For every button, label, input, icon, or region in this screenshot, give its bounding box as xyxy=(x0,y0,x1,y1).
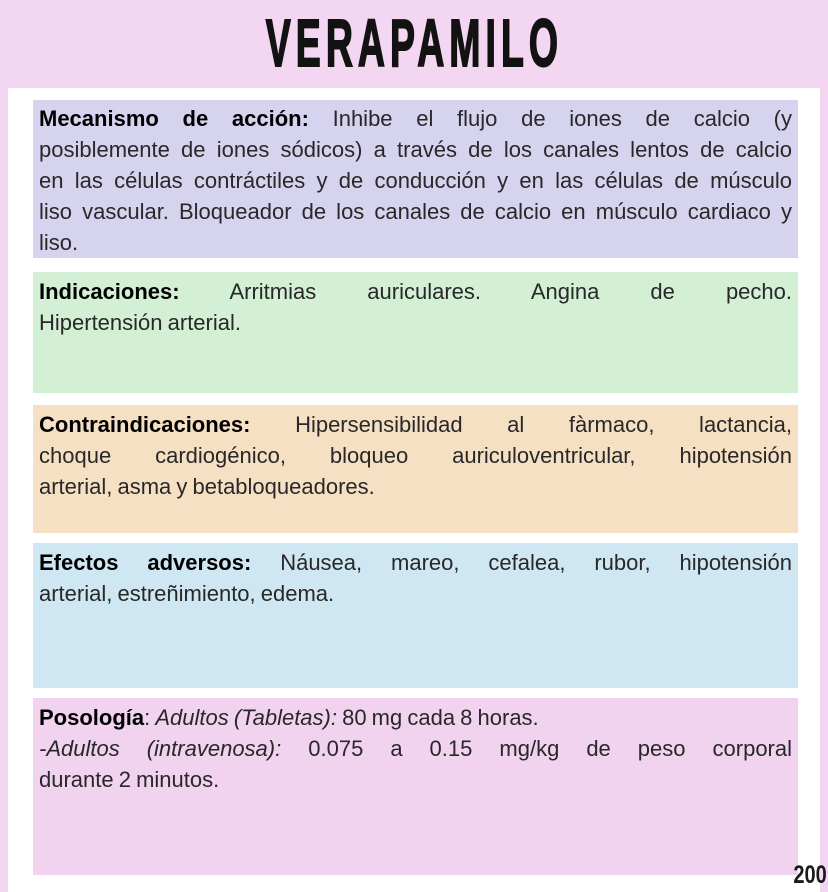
section-posologia xyxy=(33,698,798,875)
field-text: choque cardiogénico, bloqueo auriculoventricular, hipotensión xyxy=(39,443,792,468)
drug-info-sections xyxy=(8,100,820,875)
field-label: Indicaciones: xyxy=(39,279,180,304)
field-label: Efectos adversos: xyxy=(39,550,252,575)
field-label: Posología xyxy=(39,705,145,730)
drug-title: VERAPAMILO xyxy=(265,6,563,82)
section-mecanismo-de-accion xyxy=(33,100,798,258)
field-text: -Adultos (intravenosa): xyxy=(39,736,282,761)
field-text: arterial, asma y betabloqueadores. xyxy=(39,474,375,499)
section-indicaciones xyxy=(33,272,798,393)
field-text: 0.075 a 0.15 mg/kg de peso corporal xyxy=(281,736,792,761)
text-line xyxy=(39,547,792,578)
field-text: posiblemente de iones sódicos) a través de los canales lentos de calcio xyxy=(39,137,792,162)
field-text: Hipertensión arterial. xyxy=(39,310,241,335)
field-text: Náusea, mareo, cefalea, rubor, hipotensión xyxy=(251,550,792,575)
page-number: 200 xyxy=(793,861,827,889)
field-text: 80 mg cada 8 horas. xyxy=(336,705,539,730)
field-text: arterial, estreñimiento, edema. xyxy=(39,581,335,606)
field-text: liso. xyxy=(39,230,79,255)
text-line xyxy=(39,165,792,196)
text-line xyxy=(39,134,792,165)
field-text: Arritmias auriculares. Angina de pecho. xyxy=(179,279,792,304)
field-text: Adultos (Tabletas): xyxy=(155,705,337,730)
field-text: en las células contráctiles y de conducción y en las células de músculo xyxy=(39,168,792,193)
page-header xyxy=(0,0,828,88)
section-efectos-adversos xyxy=(33,543,798,688)
field-text: : xyxy=(144,705,156,730)
text-line xyxy=(39,227,792,258)
field-text: Inhibe el flujo de iones de calcio (y xyxy=(308,106,792,131)
field-text: durante 2 minutos. xyxy=(39,767,220,792)
text-line xyxy=(39,440,792,471)
text-line xyxy=(39,733,792,764)
text-line xyxy=(39,471,792,502)
section-contraindicaciones xyxy=(33,405,798,533)
text-line xyxy=(39,764,792,795)
text-line xyxy=(39,276,792,307)
field-text: Hipersensibilidad al fàrmaco, lactancia, xyxy=(250,412,792,437)
content-panel xyxy=(8,88,820,892)
text-line xyxy=(39,103,792,134)
text-line xyxy=(39,578,792,609)
field-label: Mecanismo de acción: xyxy=(39,106,309,131)
field-label: Contraindicaciones: xyxy=(39,412,251,437)
text-line xyxy=(39,702,792,733)
text-line xyxy=(39,307,792,338)
text-line xyxy=(39,196,792,227)
text-line xyxy=(39,409,792,440)
field-text: liso vascular. Bloqueador de los canales de calcio en músculo cardiaco y xyxy=(39,199,792,224)
